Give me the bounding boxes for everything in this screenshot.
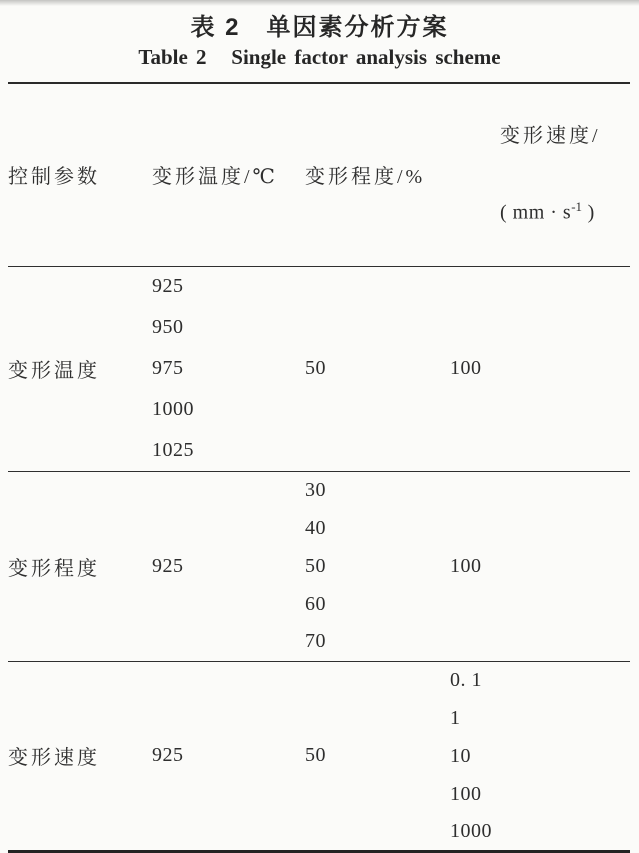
- header-deformation-degree: 变形程度/%: [305, 166, 426, 189]
- degree-value: 60: [305, 592, 326, 615]
- header-speed-unit-close: ): [582, 201, 595, 224]
- speed-value: 1000: [450, 819, 492, 842]
- degree-value: 50: [305, 357, 326, 380]
- header-deformation-speed: [450, 83, 630, 266]
- header-deformation-temperature: 变形温度/℃: [152, 166, 278, 189]
- table-row: [8, 471, 630, 509]
- speed-value: 100: [450, 554, 482, 577]
- temperature-value: 975: [152, 357, 184, 380]
- temperature-value: 1025: [152, 438, 194, 461]
- header-speed-unit-exponent: -1: [571, 199, 583, 214]
- degree-value: 30: [305, 478, 326, 501]
- header-speed-label: 变形速度/: [500, 125, 601, 147]
- temperature-value: 1000: [152, 398, 194, 421]
- row-label: 变形速度: [8, 747, 100, 770]
- section-deformation-temperature: [8, 266, 630, 471]
- speed-value: 0. 1: [450, 668, 482, 691]
- header-control-parameter: 控制参数: [8, 166, 100, 189]
- table-header: [8, 83, 630, 266]
- table-row: [8, 661, 630, 699]
- speed-value: 10: [450, 744, 471, 767]
- table-title-english: Table 2 Single factor analysis scheme: [138, 45, 501, 69]
- single-factor-analysis-table: [8, 82, 630, 853]
- temperature-value: 950: [152, 316, 184, 339]
- section-deformation-degree: [8, 471, 630, 661]
- row-label: 变形温度: [8, 360, 100, 383]
- single-factor-table-wrap: [8, 82, 630, 853]
- degree-value: 40: [305, 516, 326, 539]
- degree-value: 50: [305, 744, 326, 767]
- section-deformation-speed: [8, 661, 630, 851]
- header-row: [8, 83, 630, 266]
- temperature-value: 925: [152, 275, 184, 298]
- table-row: [8, 266, 630, 307]
- header-speed-unit: ( mm · s: [500, 201, 572, 224]
- degree-value: 70: [305, 630, 326, 653]
- scan-edge-shadow: [0, 0, 639, 6]
- table-title-chinese: 表 2 单因素分析方案: [190, 14, 449, 41]
- speed-value: 1: [450, 706, 461, 729]
- degree-value: 50: [305, 554, 326, 577]
- row-label: 变形程度: [8, 557, 100, 580]
- temperature-value: 925: [152, 744, 184, 767]
- speed-value: 100: [450, 782, 482, 805]
- speed-value: 100: [450, 357, 482, 380]
- temperature-value: 925: [152, 554, 184, 577]
